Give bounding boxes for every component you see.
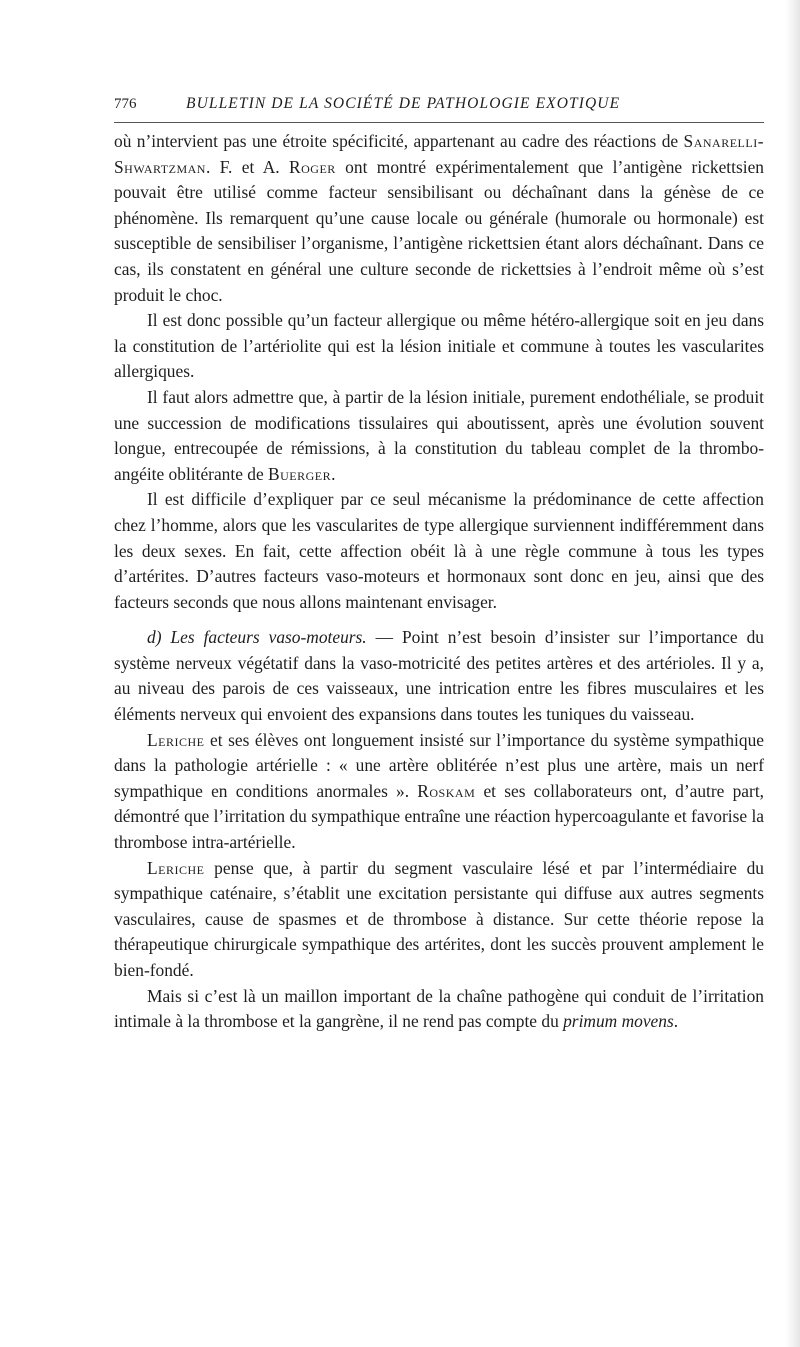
paragraph-3 [114,385,764,487]
paragraph-1 [114,129,764,308]
author-roger: Roger [289,156,336,177]
journal-page [114,88,764,1035]
paragraph-6-text-b: et ses collaborateurs ont, d’autre part, démontré que l’irritation du sympathique entraîne une réaction hypercoagulante et favorise la thrombose intra-artérielle. [114,780,764,853]
paragraph-8-text-a: Mais si c’est là un maillon important de la chaîne pathogène qui conduit de l’irritation intimale à la thrombose et la gangrène, il ne rend pas compte du [114,985,764,1032]
paragraph-1-text-c: ont montré expérimentalement que l’antigène rickettsien pouvait être utilisé comme facteur sensibilisant ou déchaînant dans la génèse de ce phénomène. Ils remarquent qu’une cause locale ou générale (humorale ou hormonale) est susceptible de sensibiliser l’organisme, l’antigène rickettsien étant alors déchaînant. Dans ce cas, ils constatent en général une culture seconde de rickettsies à l’endroit même où s’est produit le choc. [114,156,764,305]
paragraph-3-text-b: . [331,463,336,484]
page-edge-shadow [786,0,800,1347]
paragraph-7 [114,856,764,984]
article-body [114,129,764,1035]
paragraph-1-text-a: où n’intervient pas une étroite spécificité, appartenant au cadre des réactions de [114,131,684,151]
paragraph-8-text-b: . [673,1011,679,1032]
section-vaso-moteurs [114,625,764,727]
paragraph-6 [114,728,764,856]
author-leriche: Leriche [147,729,205,750]
primum-movens: primum movens [563,1011,674,1032]
paragraph-1-text-b: . F. et A. [205,156,290,177]
page-header [114,88,764,123]
paragraph-6-text-a: et ses élèves ont longuement insisté sur l’importance du système sympathique dans la pathologie artérielle : « une artère oblitérée n’est plus une artère, mais un nerf sympathique en conditions anormales ». [114,729,764,801]
author-buerger: Buerger [268,463,332,484]
author-leriche-2: Leriche [147,857,205,878]
running-title: BULLETIN DE LA SOCIÉTÉ DE PATHOLOGIE EXOTIQUE [186,95,621,112]
paragraph-7-text: pense que, à partir du segment vasculaire lésé et par l’intermédiaire du sympathique caténaire, s’établit une excitation persistante qui diffuse aux autres segments vasculaires, cause de spasmes et de thrombose à distance. Sur cette théorie repose la thérapeutique chirurgicale sympathique des artérites, dont les succès prouvent amplement le bien-fondé. [114,857,764,980]
paragraph-3-text-a: Il faut alors admettre que, à partir de la lésion initiale, purement endothéliale, se produit une succession de modifications tissulaires qui aboutissent, après une évolution souvent longue, entrecoupée de rémissions, à la constitution du tableau complet de la thrombo-angéite oblitérante de [114,386,764,484]
paragraph-8 [114,984,764,1035]
author-roskam: Roskam [417,780,476,801]
author-sanarelli-shwartzman: Sanarelli-Shwartzman [114,131,764,177]
section-heading: d) Les facteurs vaso-moteurs. [147,627,367,648]
paragraph-5-text: — Point n’est besoin d’insister sur l’importance du système nerveux végétatif dans la vaso-motricité des petites artères et des artérioles. Il y a, au niveau des parois de ces vaisseaux, une intrication entre les fibres musculaires et les éléments nerveux qui envoient des expansions dans toutes les tuniques du vaisseau. [114,627,764,725]
paragraph-2: Il est donc possible qu’un facteur allergique ou même hétéro-allergique soit en jeu dans la constitution de l’artériolite qui est la lésion initiale et commune à toutes les vascularites allergiques. [114,310,764,382]
paragraph-4: Il est difficile d’expliquer par ce seul mécanisme la prédominance de cette affection chez l’homme, alors que les vascularites de type allergique surviennent indifféremment dans les deux sexes. En fait, cette affection obéit là à une règle commune à tous les types d’artérites. D’autres facteurs vaso-moteurs et hormonaux sont donc en jeu, ainsi que des facteurs seconds que nous allons maintenant envisager. [114,489,764,612]
page-number: 776 [114,96,137,112]
